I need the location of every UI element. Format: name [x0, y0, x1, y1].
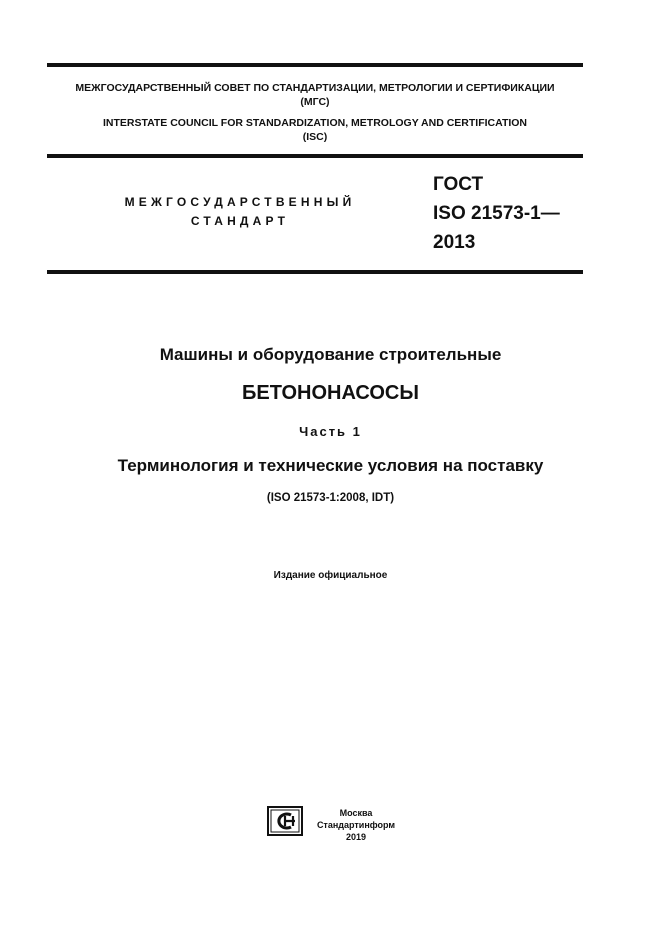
edition-label: Издание официальное — [273, 570, 388, 581]
standartinform-logo-icon — [267, 806, 303, 836]
council-ru-abbrev: (МГС) — [300, 96, 330, 108]
subtitle: Терминология и технические условия на поставку — [117, 456, 544, 475]
iso-reference: (ISO 21573-1:2008, IDT) — [266, 492, 395, 504]
subject-title: Машины и оборудование строительные — [159, 345, 502, 364]
main-title: БЕТОНОНАСОСЫ — [242, 382, 419, 404]
gost-year: 2013 — [433, 232, 476, 253]
gost-label: ГОСТ — [433, 174, 484, 195]
part-label: Часть 1 — [299, 424, 362, 439]
standard-label-line2: СТАНДАРТ — [190, 214, 290, 228]
middle-rule — [47, 154, 583, 158]
standard-label-line1: МЕЖГОСУДАРСТВЕННЫЙ — [124, 195, 356, 209]
publisher-city: Москва — [339, 808, 373, 818]
bottom-rule — [47, 270, 583, 274]
top-rule — [47, 63, 583, 67]
gost-designation — [433, 170, 560, 257]
council-ru-line1: МЕЖГОСУДАРСТВЕННЫЙ СОВЕТ ПО СТАНДАРТИЗАЦИИ, МЕТРОЛОГИИ И СЕРТИФИКАЦИИ — [75, 82, 555, 94]
publisher-name: Стандартинформ — [316, 820, 396, 830]
publisher-block — [306, 807, 406, 843]
gost-number: ISO 21573-1— — [433, 203, 560, 224]
council-en-line1: INTERSTATE COUNCIL FOR STANDARDIZATION, METROLOGY AND CERTIFICATION — [102, 117, 528, 129]
council-en-abbrev: (ISC) — [302, 131, 328, 143]
publisher-year: 2019 — [345, 832, 367, 842]
